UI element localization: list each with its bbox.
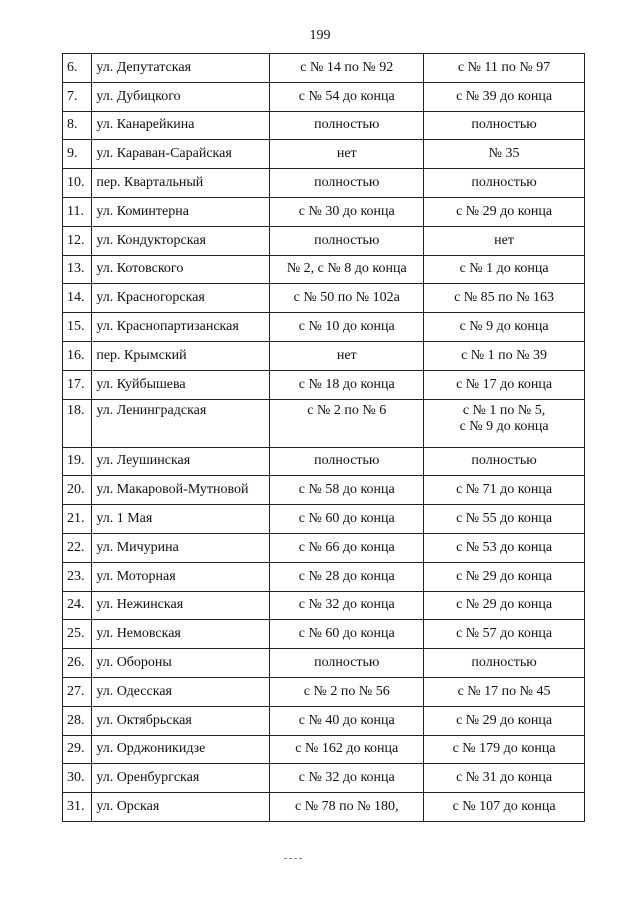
- table-row: [63, 226, 585, 255]
- house-range-a: с № 54 до конца: [270, 82, 424, 111]
- street-name: ул. Караван-Сарайская: [92, 140, 270, 169]
- house-range-b-line: с № 11 по № 97: [457, 59, 551, 75]
- house-range-b: [424, 169, 585, 198]
- row-number: 6.: [63, 54, 92, 83]
- house-range-b-line: с № 29 до конца: [456, 712, 553, 728]
- house-range-b: [424, 82, 585, 111]
- table-row: [63, 447, 585, 476]
- house-range-b-line: с № 1 по № 5,: [462, 402, 546, 418]
- table-row: [63, 706, 585, 735]
- streets-table-body: [63, 54, 585, 822]
- house-range-b: [424, 505, 585, 534]
- house-range-b-line: с № 17 до конца: [456, 376, 553, 392]
- house-range-b-line: с № 179 до конца: [452, 741, 556, 757]
- street-name: ул. Коминтерна: [92, 197, 270, 226]
- street-name: ул. Оренбургская: [92, 764, 270, 793]
- street-name: ул. Краснопартизанская: [92, 313, 270, 342]
- house-range-a: с № 40 до конца: [270, 706, 424, 735]
- row-number: 15.: [63, 313, 92, 342]
- row-number: 31.: [63, 793, 92, 822]
- house-range-b: [424, 226, 585, 255]
- table-row: [63, 591, 585, 620]
- table-row: [63, 735, 585, 764]
- table-row: [63, 505, 585, 534]
- house-range-b: [424, 649, 585, 678]
- house-range-a: с № 60 до конца: [270, 505, 424, 534]
- house-range-b: [424, 140, 585, 169]
- house-range-a: с № 58 до конца: [270, 476, 424, 505]
- house-range-b: [424, 677, 585, 706]
- house-range-b: [424, 399, 585, 447]
- street-name: ул. Котовского: [92, 255, 270, 284]
- house-range-b: [424, 447, 585, 476]
- house-range-b: [424, 111, 585, 140]
- row-number: 7.: [63, 82, 92, 111]
- row-number: 26.: [63, 649, 92, 678]
- table-row: [63, 620, 585, 649]
- row-number: 12.: [63, 226, 92, 255]
- row-number: 18.: [63, 399, 92, 447]
- table-row: [63, 140, 585, 169]
- row-number: 30.: [63, 764, 92, 793]
- street-name: ул. Канарейкина: [92, 111, 270, 140]
- house-range-b: [424, 620, 585, 649]
- house-range-b-line: с № 29 до конца: [456, 203, 553, 219]
- footer-mark: [284, 858, 302, 860]
- house-range-b: [424, 793, 585, 822]
- house-range-b-line: полностью: [471, 117, 537, 133]
- row-number: 19.: [63, 447, 92, 476]
- house-range-b: [424, 533, 585, 562]
- house-range-b-line: полностью: [471, 453, 537, 469]
- table-row: [63, 533, 585, 562]
- street-name: пер. Квартальный: [92, 169, 270, 198]
- table-row: [63, 111, 585, 140]
- table-row: [63, 793, 585, 822]
- row-number: 23.: [63, 562, 92, 591]
- table-row: [63, 476, 585, 505]
- house-range-a: полностью: [270, 169, 424, 198]
- row-number: 27.: [63, 677, 92, 706]
- house-range-b-line: с № 55 до конца: [456, 511, 553, 527]
- house-range-b-line: с № 9 до конца: [459, 319, 549, 335]
- row-number: 10.: [63, 169, 92, 198]
- house-range-b: [424, 476, 585, 505]
- street-name: ул. Орская: [92, 793, 270, 822]
- house-range-b-line: с № 53 до конца: [456, 539, 553, 555]
- house-range-b-line: с № 39 до конца: [456, 88, 553, 104]
- house-range-a: с № 2 по № 56: [270, 677, 424, 706]
- house-range-b-line: с № 1 по № 39: [461, 347, 548, 363]
- house-range-b: [424, 764, 585, 793]
- house-range-b-line: нет: [494, 232, 514, 248]
- street-name: ул. Немовская: [92, 620, 270, 649]
- row-number: 17.: [63, 370, 92, 399]
- street-name: ул. Леушинская: [92, 447, 270, 476]
- street-name: ул. Дубицкого: [92, 82, 270, 111]
- table-row: [63, 169, 585, 198]
- house-range-b: [424, 197, 585, 226]
- house-range-b: [424, 341, 585, 370]
- table-row: [63, 197, 585, 226]
- house-range-a: с № 66 до конца: [270, 533, 424, 562]
- row-number: 14.: [63, 284, 92, 313]
- street-name: ул. Моторная: [92, 562, 270, 591]
- row-number: 8.: [63, 111, 92, 140]
- table-row: [63, 764, 585, 793]
- house-range-b: [424, 54, 585, 83]
- house-range-b-line: с № 1 до конца: [459, 261, 549, 277]
- table-row: [63, 54, 585, 83]
- row-number: 21.: [63, 505, 92, 534]
- row-number: 16.: [63, 341, 92, 370]
- table-row: [63, 255, 585, 284]
- row-number: 13.: [63, 255, 92, 284]
- house-range-b-line: с № 85 по № 163: [454, 290, 555, 306]
- row-number: 11.: [63, 197, 92, 226]
- row-number: 24.: [63, 591, 92, 620]
- row-number: 28.: [63, 706, 92, 735]
- house-range-a: с № 60 до конца: [270, 620, 424, 649]
- house-range-a: с № 2 по № 6: [270, 399, 424, 447]
- house-range-a: с № 30 до конца: [270, 197, 424, 226]
- house-range-b-line: с № 29 до конца: [456, 568, 553, 584]
- street-name: ул. Кондукторская: [92, 226, 270, 255]
- street-name: ул. Одесская: [92, 677, 270, 706]
- house-range-b-line: с № 57 до конца: [456, 626, 553, 642]
- house-range-a: нет: [270, 140, 424, 169]
- house-range-a: с № 78 по № 180,: [270, 793, 424, 822]
- house-range-a: полностью: [270, 447, 424, 476]
- table-row: [63, 399, 585, 447]
- house-range-b: [424, 591, 585, 620]
- street-name: ул. Ленинградская: [92, 399, 270, 447]
- house-range-b-line: полностью: [471, 175, 537, 191]
- street-name: ул. Депутатская: [92, 54, 270, 83]
- page-number: 199: [309, 28, 331, 43]
- table-row: [63, 677, 585, 706]
- house-range-a: полностью: [270, 226, 424, 255]
- street-name: ул. Макаровой-Мутновой: [92, 476, 270, 505]
- house-range-b: [424, 562, 585, 591]
- table-row: [63, 313, 585, 342]
- house-range-b: [424, 706, 585, 735]
- street-name: ул. Орджоникидзе: [92, 735, 270, 764]
- table-row: [63, 370, 585, 399]
- street-name: ул. Октябрьская: [92, 706, 270, 735]
- street-name: ул. Красногорская: [92, 284, 270, 313]
- street-name: ул. 1 Мая: [92, 505, 270, 534]
- house-range-b-line: № 35: [488, 146, 520, 162]
- house-range-b-line: с № 71 до конца: [456, 482, 553, 498]
- house-range-a: с № 32 до конца: [270, 591, 424, 620]
- row-number: 9.: [63, 140, 92, 169]
- house-range-b-line: с № 17 по № 45: [457, 683, 551, 699]
- house-range-b: [424, 284, 585, 313]
- streets-table: [62, 53, 585, 822]
- house-range-a: с № 18 до конца: [270, 370, 424, 399]
- house-range-a: полностью: [270, 649, 424, 678]
- street-name: ул. Куйбышева: [92, 370, 270, 399]
- house-range-b-line: с № 107 до конца: [452, 799, 556, 815]
- house-range-b-line: полностью: [471, 655, 537, 671]
- house-range-b-line: с № 29 до конца: [456, 597, 553, 613]
- house-range-b: [424, 735, 585, 764]
- street-name: ул. Нежинская: [92, 591, 270, 620]
- house-range-b: [424, 255, 585, 284]
- table-row: [63, 341, 585, 370]
- row-number: 22.: [63, 533, 92, 562]
- table-row: [63, 82, 585, 111]
- house-range-a: нет: [270, 341, 424, 370]
- table-row: [63, 649, 585, 678]
- row-number: 29.: [63, 735, 92, 764]
- house-range-a: с № 162 до конца: [270, 735, 424, 764]
- house-range-a: с № 14 по № 92: [270, 54, 424, 83]
- street-name: ул. Мичурина: [92, 533, 270, 562]
- street-name: пер. Крымский: [92, 341, 270, 370]
- house-range-a: с № 50 по № 102а: [270, 284, 424, 313]
- table-row: [63, 562, 585, 591]
- house-range-b: [424, 313, 585, 342]
- row-number: 25.: [63, 620, 92, 649]
- house-range-a: с № 10 до конца: [270, 313, 424, 342]
- row-number: 20.: [63, 476, 92, 505]
- house-range-a: № 2, с № 8 до конца: [270, 255, 424, 284]
- table-row: [63, 284, 585, 313]
- house-range-b: [424, 370, 585, 399]
- house-range-a: с № 28 до конца: [270, 562, 424, 591]
- house-range-a: полностью: [270, 111, 424, 140]
- street-name: ул. Обороны: [92, 649, 270, 678]
- house-range-b-line: с № 9 до конца: [459, 418, 549, 434]
- house-range-a: с № 32 до конца: [270, 764, 424, 793]
- house-range-b-line: с № 31 до конца: [456, 770, 553, 786]
